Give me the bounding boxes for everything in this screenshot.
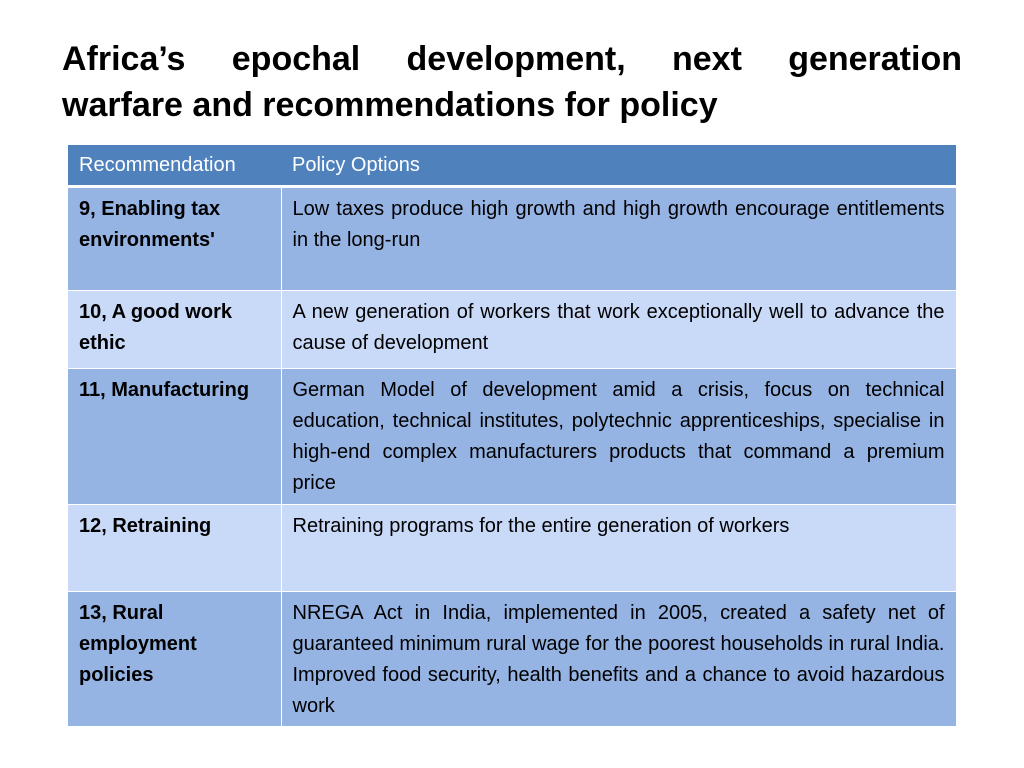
policy-table [68,145,957,727]
policy-options-cell: Retraining programs for the entire generation of workers [281,505,956,592]
recommendation-cell: 9, Enabling tax environments' [68,187,281,291]
policy-options-cell: A new generation of workers that work exceptionally well to advance the cause of development [281,291,956,369]
table-row [68,592,956,727]
slide-title [62,36,962,128]
table-row [68,505,956,592]
table-row [68,369,956,505]
recommendation-cell: 12, Retraining [68,505,281,592]
policy-options-cell: Low taxes produce high growth and high growth encourage entitlements in the long-run [281,187,956,291]
policy-options-cell: German Model of development amid a crisis, focus on technical education, technical institutes, polytechnic apprenticeships, specialise in high-end complex manufacturers products that command a premium price [281,369,956,505]
slide-title-line-2: warfare and recommendations for policy [62,86,718,124]
header-policy-options: Policy Options [281,145,956,187]
table-header-row [68,145,956,187]
policy-options-cell: NREGA Act in India, implemented in 2005, created a safety net of guaranteed minimum rural wage for the poorest households in rural India. Improved food security, health benefits and a chance to avoid hazardous work [281,592,956,727]
table-row [68,187,956,291]
slide-title-line-1: Africa’s epochal development, next generation [62,40,962,78]
table-row [68,291,956,369]
header-recommendation: Recommendation [68,145,281,187]
recommendation-cell: 10, A good work ethic [68,291,281,369]
recommendation-cell: 11, Manufacturing [68,369,281,505]
recommendation-cell: 13, Rural employment policies [68,592,281,727]
